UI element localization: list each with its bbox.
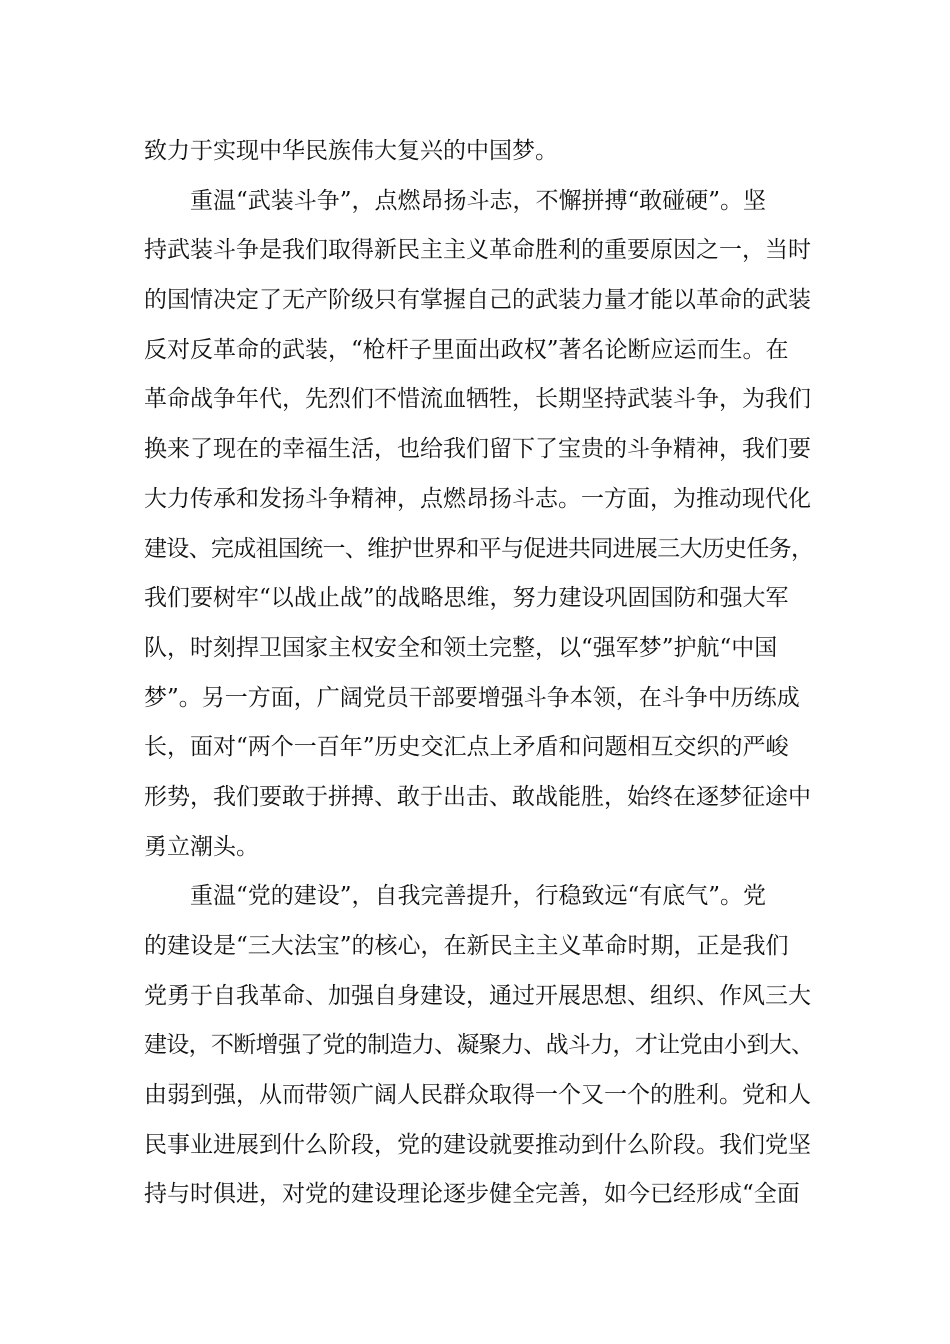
- text-line: 队，时刻捍卫国家主权安全和领土完整，以“强军梦”护航“中国: [144, 634, 778, 661]
- text-line: 大力传承和发扬斗争精神，点燃昂扬斗志。一方面，为推动现代化: [144, 485, 811, 512]
- text-line: 革命战争年代，先烈们不惜流血牺牲，长期坚持武装斗争，为我们: [144, 386, 811, 413]
- text-line: 民事业进展到什么阶段，党的建设就要推动到什么阶段。我们党坚: [144, 1131, 811, 1158]
- text-line: 的国情决定了无产阶级只有掌握自己的武装力量才能以革命的武装: [144, 287, 811, 314]
- paragraph-first-line: 重温“党的建设”，自我完善提升，行稳致远“有底气”。党: [190, 883, 767, 910]
- text-line: 长，面对“两个一百年”历史交汇点上矛盾和问题相互交织的严峻: [144, 734, 789, 761]
- text-line: 我们要树牢“以战止战”的战略思维，努力建设巩固国防和强大军: [144, 585, 789, 612]
- text-line: 持武装斗争是我们取得新民主主义革命胜利的重要原因之一，当时: [144, 237, 811, 264]
- paragraph-first-line: 重温“武装斗争”，点燃昂扬斗志，不懈拼搏“敢碰硬”。坚: [190, 187, 767, 214]
- text-line: 由弱到强，从而带领广阔人民群众取得一个又一个的胜利。党和人: [144, 1082, 811, 1109]
- text-line: 换来了现在的幸福生活，也给我们留下了宝贵的斗争精神，我们要: [144, 436, 811, 463]
- text-line: 建设、完成祖国统一、维护世界和平与促进共同进展三大历史任务，: [144, 535, 814, 562]
- text-line: 梦”。另一方面，广阔党员干部要增强斗争本领，在斗争中历练成: [144, 684, 800, 711]
- text-line: 建设，不断增强了党的制造力、凝聚力、战斗力，才让党由小到大、: [144, 1032, 814, 1059]
- text-line: 党勇于自我革命、加强自身建设，通过开展思想、组织、作风三大: [144, 982, 811, 1009]
- text-line: 反对反革命的武装，“枪杆子里面出政权”著名论断应运而生。在: [144, 336, 789, 363]
- text-line: 持与时俱进，对党的建设理论逐步健全完善，如今已经形成“全面: [144, 1181, 800, 1208]
- text-line: 致力于实现中华民族伟大复兴的中国梦。: [144, 138, 558, 164]
- text-line: 形势，我们要敢于拼搏、敢于出击、敢战能胜，始终在逐梦征途中: [144, 783, 811, 810]
- body-text: [144, 127, 814, 1220]
- text-line: 勇立潮头。: [144, 833, 259, 860]
- text-line: 的建设是“三大法宝”的核心，在新民主主义革命时期，正是我们: [144, 933, 789, 959]
